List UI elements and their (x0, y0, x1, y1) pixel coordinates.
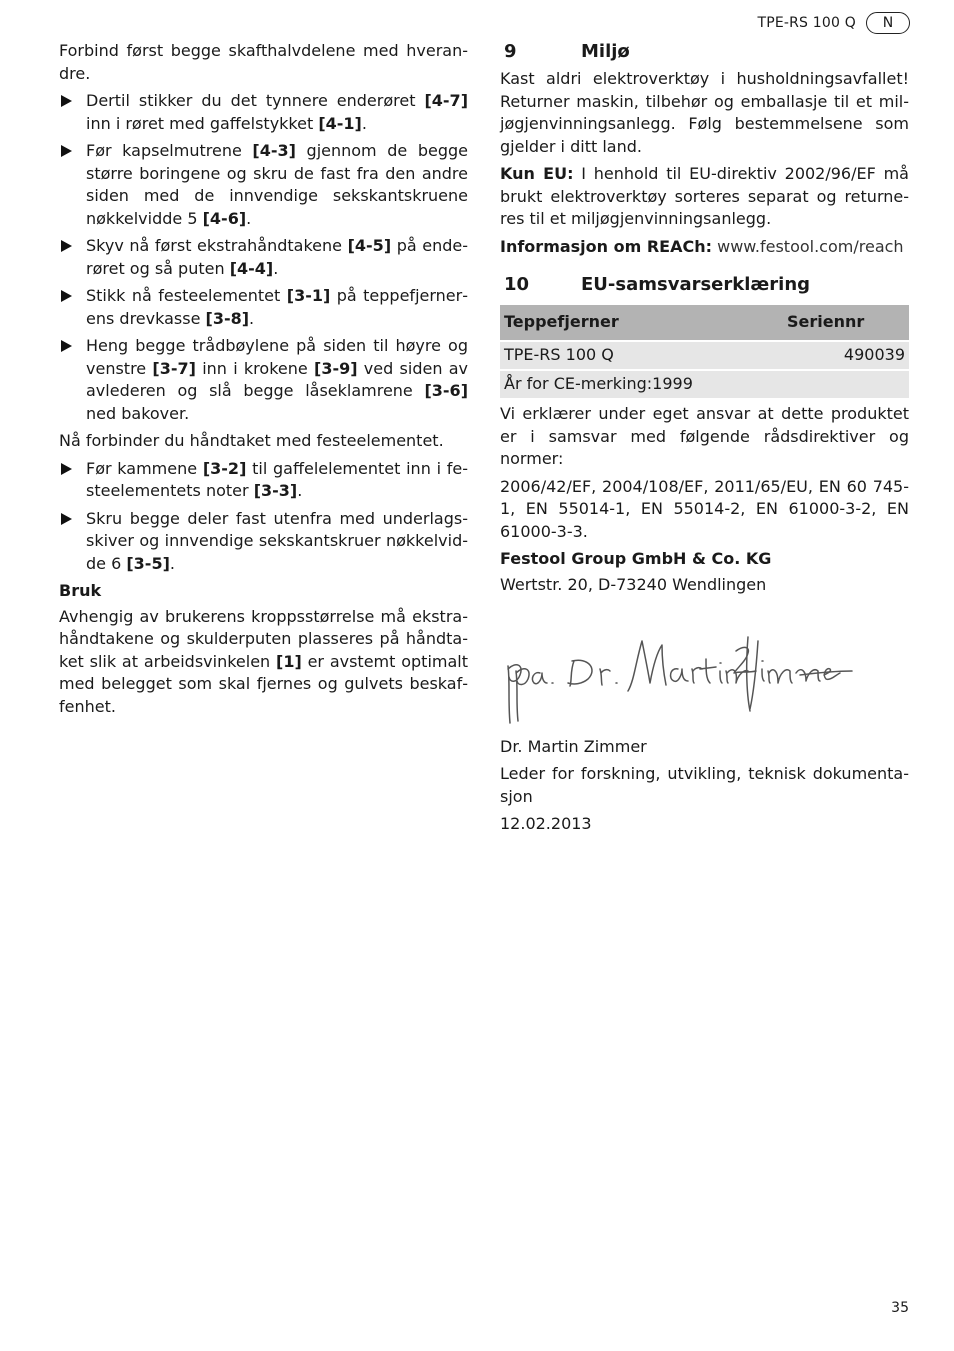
bullet-arrow-icon (61, 340, 72, 352)
language-badge: N (866, 12, 910, 34)
table-row (500, 370, 909, 398)
eu-paragraph: Kun EU: I henhold til EU-direktiv 2002/96/EF må brukt elektroverktøy sorteres separat og returneres til et miljøgjenvinningsanlegg. (500, 164, 909, 228)
declaration-date: 12.02.2013 (500, 814, 592, 833)
page-number: 35 (891, 1300, 909, 1316)
bullet-arrow-icon (61, 95, 72, 107)
company-address: Wertstr. 20, D-73240 Wendlingen (500, 574, 767, 594)
use-heading: Bruk (59, 581, 102, 600)
list-item: Dertil stikker du det tynnere enderøret [4-7] inn i røret med gaffelstykket [4-1]. (59, 90, 468, 135)
list-item: Før kammene [3-2] til gaffelelementet inn i festeelementets noter [3-3]. (59, 458, 468, 503)
signer-role: Leder for forskning, utvikling, teknisk dokumentasjon (500, 764, 909, 806)
bullet-arrow-icon (61, 513, 72, 525)
header-model: TPE-RS 100 Q (757, 15, 856, 31)
section-10-heading: 10 EU-samsvarserklæring (504, 274, 811, 295)
signer-name: Dr. Martin Zimmer (500, 736, 647, 756)
section-9-heading: 9 Miljø (504, 41, 630, 62)
table-header-product: Teppefjerner (500, 305, 783, 341)
right-column (500, 40, 909, 841)
table-row (500, 341, 909, 370)
table-header-row (500, 305, 909, 341)
page-header (757, 12, 910, 35)
signature-image (500, 631, 860, 729)
declaration-paragraph: Vi erklærer under eget ansvar at dette produktet er i samsvar med følgende rådsdirektiver og normer: (500, 404, 909, 468)
list-item: Stikk nå festeelementet [3-1] på teppefjernerens drevkasse [3-8]. (59, 285, 468, 330)
assembly-steps (59, 90, 468, 425)
reach-paragraph: Informasjon om REACh: www.festool.com/reach (500, 236, 904, 256)
company-name: Festool Group GmbH & Co. KG (500, 549, 772, 568)
bullet-arrow-icon (61, 290, 72, 302)
list-item: Skru begge deler fast utenfra med underlagsskiver og innvendige sekskantskruer nøkkelvidde 6 [3-5]. (59, 508, 468, 576)
environment-paragraph: Kast aldri elektroverktøy i husholdningsavfallet! Returner maskin, tilbehør og emballasje til et miljøgjenvinningsanlegg. Følg bestemmelsene som gjelder i ditt land. (500, 69, 909, 156)
connect-paragraph: Nå forbinder du håndtaket med festeelementet. (59, 431, 444, 450)
table-cell-serial: 490039 (783, 341, 909, 370)
list-item: Før kapselmutrene [4-3] gjennom de begge større boringene og skru de fast fra den andre siden med de innvendige sekskantskruene nøkkelvidde 5 [4-6]. (59, 140, 468, 230)
list-item: Skyv nå først ekstrahåndtakene [4-5] på enderøret og så puten [4-4]. (59, 235, 468, 280)
use-paragraph: Avhengig av brukerens kroppsstørrelse må ekstrahåndtakene og skulderputen plasseres på håndtaket slik at arbeidsvinkelen [1] er avstemt optimalt med belegget som skal fjernes og gulvets beskaffenhet. (59, 606, 468, 716)
bullet-arrow-icon (61, 463, 72, 475)
connect-steps (59, 458, 468, 576)
reach-link[interactable]: www.festool.com/reach (717, 236, 904, 256)
bullet-arrow-icon (61, 240, 72, 252)
table-cell-product: TPE-RS 100 Q (500, 341, 783, 370)
table-header-serial: Seriennr (783, 305, 909, 341)
conformity-table (500, 305, 909, 398)
left-column (59, 40, 468, 723)
intro-paragraph: Forbind først begge skafthalvdelene med hverandre. (59, 41, 468, 83)
list-item: Heng begge trådbøylene på siden til høyre og venstre [3-7] inn i krokene [3-9] ved siden av avlederen og slå begge låseklamrene [3-6] ned bakover. (59, 335, 468, 425)
bullet-arrow-icon (61, 145, 72, 157)
table-cell-ce-year: År for CE-merking:1999 (500, 370, 909, 398)
norms-paragraph: 2006/42/EF, 2004/108/EF, 2011/65/EU, EN 60 745-1, EN 55014-1, EN 55014-2, EN 61000-3-2, EN 61000-3-3. (500, 476, 909, 541)
